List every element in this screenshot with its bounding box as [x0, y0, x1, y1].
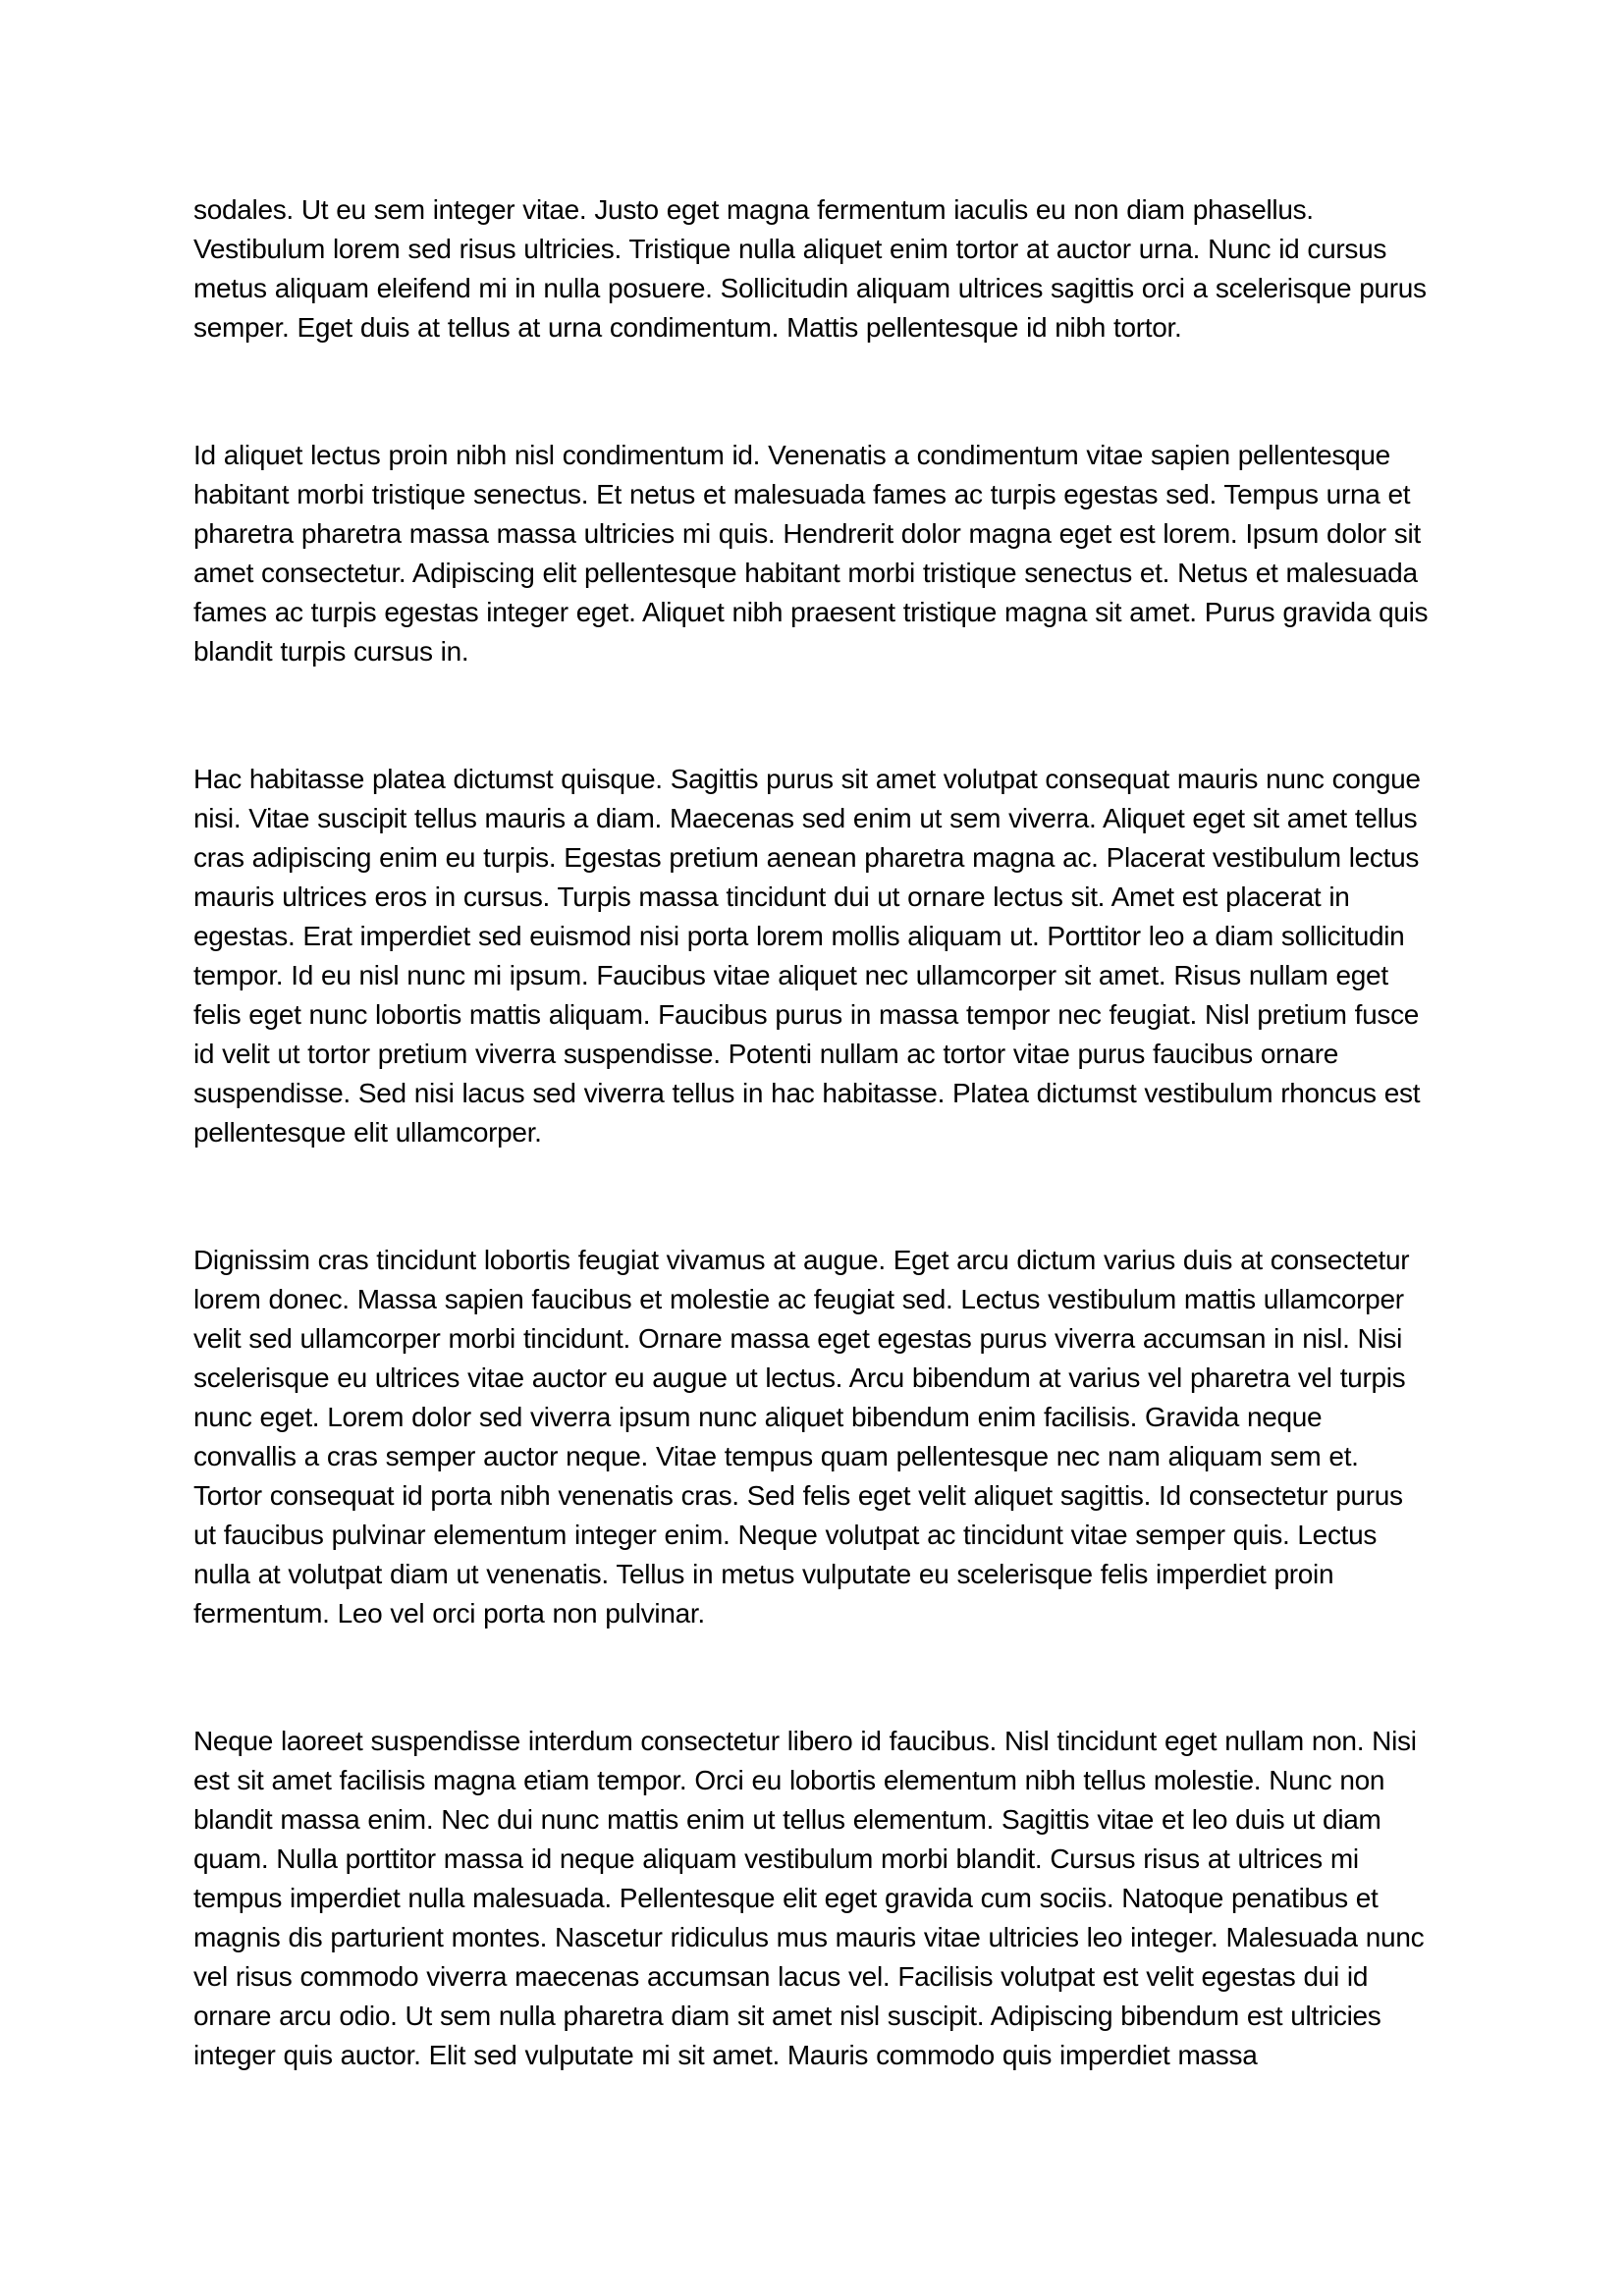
- paragraph: Hac habitasse platea dictumst quisque. Sagittis purus sit amet volutpat consequat mauris nunc congue nisi. Vitae suscipit tellus mauris a diam. Maecenas sed enim ut sem viverra. Aliquet eget sit amet tellus cras adipiscing enim eu turpis. Egestas pretium aenean pharetra magna ac. Placerat vestibulum lectus mauris ultrices eros in cursus. Turpis massa tincidunt dui ut ornare lectus sit. Amet est placerat in egestas. Erat imperdiet sed euismod nisi porta lorem mollis aliquam ut. Porttitor leo a diam sollicitudin tempor. Id eu nisl nunc mi ipsum. Faucibus vitae aliquet nec ullamcorper sit amet. Risus nullam eget felis eget nunc lobortis mattis aliquam. Faucibus purus in massa tempor nec feugiat. Nisl pretium fusce id velit ut tortor pretium viverra suspendisse. Potenti nullam ac tortor vitae purus faucibus ornare suspendisse. Sed nisi lacus sed viverra tellus in hac habitasse. Platea dictumst vestibulum rhoncus est pellentesque elit ullamcorper.: [193, 764, 1421, 1148]
- paragraph: sodales. Ut eu sem integer vitae. Justo eget magna fermentum iaculis eu non diam phasellus. Vestibulum lorem sed risus ultricies. Tristique nulla aliquet enim tortor at auctor urna. Nunc id cursus metus aliquam eleifend mi in nulla posuere. Sollicitudin aliquam ultrices sagittis orci a scelerisque purus semper. Eget duis at tellus at urna condimentum. Mattis pellentesque id nibh tortor.: [193, 194, 1427, 343]
- paragraph: Id aliquet lectus proin nibh nisl condimentum id. Venenatis a condimentum vitae sapien pellentesque habitant morbi tristique senectus. Et netus et malesuada fames ac turpis egestas sed. Tempus urna et pharetra pharetra massa massa ultricies mi quis. Hendrerit dolor magna eget est lorem. Ipsum dolor sit amet consectetur. Adipiscing elit pellentesque habitant morbi tristique senectus et. Netus et malesuada fames ac turpis egestas integer eget. Aliquet nibh praesent tristique magna sit amet. Purus gravida quis blandit turpis cursus in.: [193, 440, 1429, 667]
- paragraph: Dignissim cras tincidunt lobortis feugiat vivamus at augue. Eget arcu dictum varius duis at consectetur lorem donec. Massa sapien faucibus et molestie ac feugiat sed. Lectus vestibulum mattis ullamcorper velit sed ullamcorper morbi tincidunt. Ornare massa eget egestas purus viverra accumsan in nisl. Nisi scelerisque eu ultrices vitae auctor eu augue ut lectus. Arcu bibendum at varius vel pharetra vel turpis nunc eget. Lorem dolor sed viverra ipsum nunc aliquet bibendum enim facilisis. Gravida neque convallis a cras semper auctor neque. Vitae tempus quam pellentesque nec nam aliquam sem et. Tortor consequat id porta nibh venenatis cras. Sed felis eget velit aliquet sagittis. Id consectetur purus ut faucibus pulvinar elementum integer enim. Neque volutpat ac tincidunt vitae semper quis. Lectus nulla at volutpat diam ut venenatis. Tellus in metus vulputate eu scelerisque felis imperdiet proin fermentum. Leo vel orci porta non pulvinar.: [193, 1245, 1410, 1629]
- paragraph: Neque laoreet suspendisse interdum consectetur libero id faucibus. Nisl tincidunt eget nullam non. Nisi est sit amet facilisis magna etiam tempor. Orci eu lobortis elementum nibh tellus molestie. Nunc non blandit massa enim. Nec dui nunc mattis enim ut tellus elementum. Sagittis vitae et leo duis ut diam quam. Nulla porttitor massa id neque aliquam vestibulum morbi blandit. Cursus risus at ultrices mi tempus imperdiet nulla malesuada. Pellentesque elit eget gravida cum sociis. Natoque penatibus et magnis dis parturient montes. Nascetur ridiculus mus mauris vitae ultricies leo integer. Malesuada nunc vel risus commodo viverra maecenas accumsan lacus vel. Facilisis volutpat est velit egestas dui id ornare arcu odio. Ut sem nulla pharetra diam sit amet nisl suscipit. Adipiscing bibendum est ultricies integer quis auctor. Elit sed vulputate mi sit amet. Mauris commodo quis imperdiet massa: [193, 1726, 1425, 2070]
- document-body-text: [193, 190, 1431, 2075]
